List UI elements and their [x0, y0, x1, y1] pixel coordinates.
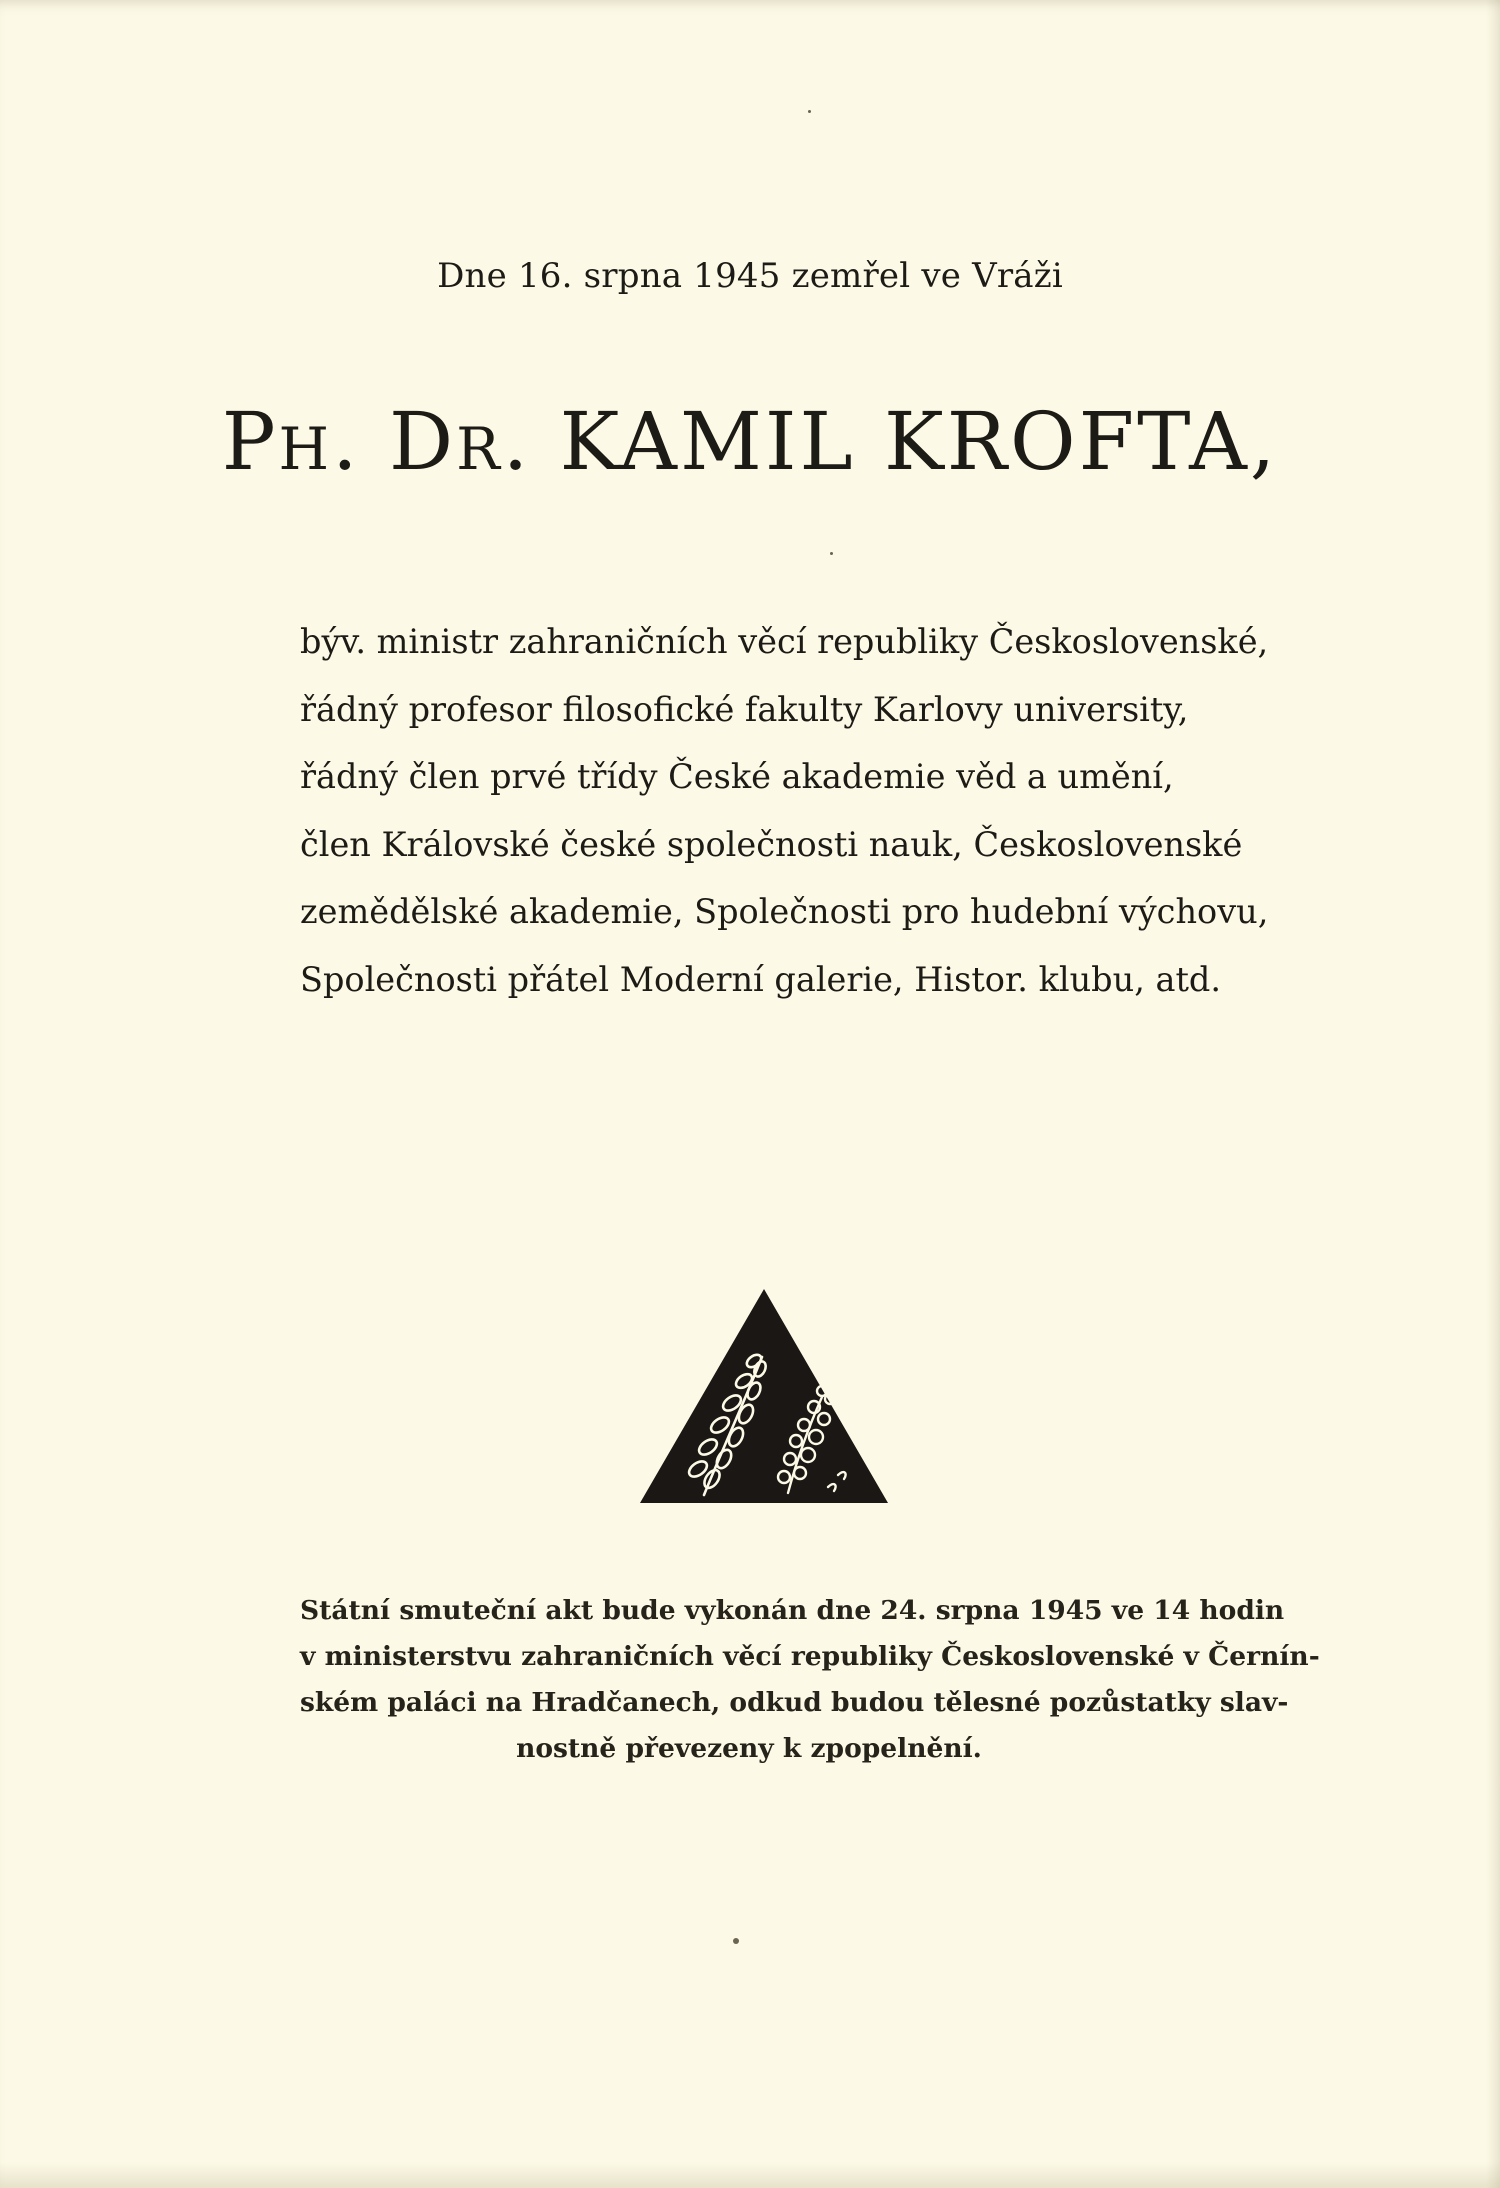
title-line: Společnosti přátel Moderní galerie, Histor. klubu, atd. — [300, 959, 1222, 999]
title-line: řádný člen prvé třídy České akademie věd a umění, — [300, 757, 1174, 796]
name-main: KAMIL KROFTA, — [559, 395, 1279, 488]
title-line: řádný profesor filosofické fakulty Karlovy university, — [300, 689, 1189, 729]
paper-speck — [733, 1938, 739, 1944]
death-announcement-line: Dne 16. srpna 1945 zemřel ve Vráži — [437, 256, 1063, 296]
ceremony-line: ském paláci na Hradčanech, odkud budou tělesné pozůstatky slav- — [300, 1687, 1289, 1718]
ceremony-line: Státní smuteční akt bude vykonán dne 24. srpna 1945 ve 14 hodin — [300, 1595, 1285, 1626]
paper-edge-shadow — [1486, 0, 1500, 2188]
name-prefix-separator: . — [332, 395, 389, 488]
name-degree-rest: R — [456, 415, 503, 483]
ceremony-line: nostně převezeny k zpopelnění. — [516, 1733, 982, 1764]
name-prefix-rest: H — [278, 415, 333, 483]
name-degree-initial: D — [388, 395, 457, 488]
paper-speck — [830, 552, 833, 555]
paper-edge-shadow — [0, 2162, 1500, 2188]
name-prefix-initial: P — [221, 395, 279, 488]
ceremony-notice — [300, 1588, 1320, 1772]
ceremony-line: v ministerstvu zahraničních věcí republiky Československé v Černín- — [300, 1641, 1320, 1672]
titles-block — [300, 608, 1269, 1013]
title-line: člen Královské české společnosti nauk, Československé — [300, 824, 1243, 864]
title-line: zemědělské akademie, Společnosti pro hudební výchovu, — [300, 892, 1269, 931]
title-line: býv. ministr zahraničních věcí republiky Československé, — [300, 622, 1269, 661]
name-degree-separator: . — [502, 395, 560, 488]
triangle-laurel-emblem-icon — [638, 1287, 890, 1505]
paper-speck — [808, 110, 811, 113]
deceased-name-heading — [0, 395, 1500, 488]
